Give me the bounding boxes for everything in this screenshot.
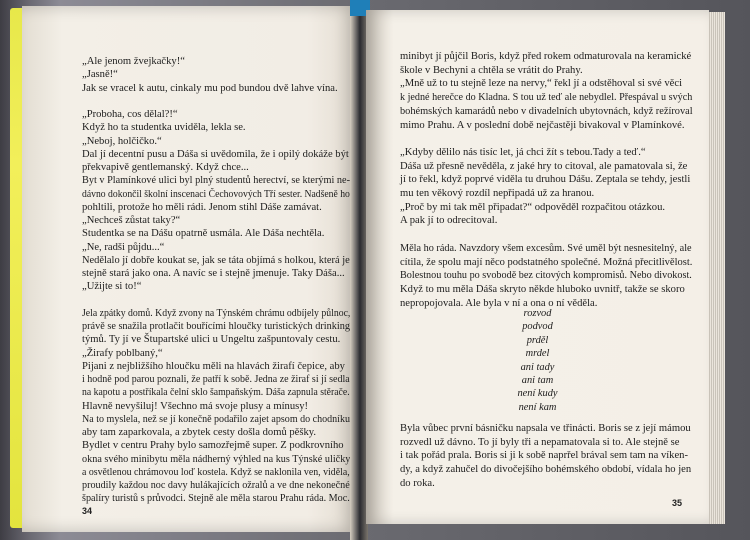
- text-line: „Proč by mi tak měl připadat?“ odpověděl rozpačitou otázkou.: [400, 201, 666, 213]
- text-line: proudily každou noc davy hulákajících ožralů a ve dne nekonečné: [82, 480, 350, 491]
- text-line: do roka.: [400, 477, 435, 489]
- text-line: Studentka se na Dášu opatrně usmála. Ale Dáša nechtěla.: [82, 228, 325, 240]
- text-line: Když ho ta studentka uviděla, lekla se.: [82, 122, 246, 134]
- text-line: mu ten věkový rozdíl nepřipadá už za hranou.: [400, 188, 595, 199]
- text-line: „Proboha, cos dělal?!“: [82, 109, 178, 120]
- text-line: Nedělalo jí dobře koukat se, jak se táta objímá s holkou, která je: [82, 254, 350, 266]
- text-line: pohltili, protože ho měli rádi. Jenom stihl Dáše zamávat.: [82, 201, 322, 213]
- text-line: „Mně už to tu stejně leze na nervy,“ řekl jí a odstěhoval si své věci: [400, 78, 683, 90]
- text-line: překvapivě gentlemanský. Když chce...: [82, 162, 249, 173]
- right-page: [366, 10, 709, 524]
- text-line: Jela zpátky domů. Když zvony na Týnském chrámu odbíjely půlnoc,: [82, 307, 351, 319]
- text-line: Dal jí decentní pusu a Dáša si uvědomila, že i opilý dokáže být: [82, 148, 349, 160]
- text-line: špalíry turistů s průvodci. Stejně ale měla starou Prahu ráda. Moc.: [82, 493, 350, 505]
- text-line: Když to mu měla Dáša skryto někde hluboko uvnitř, takže se skoro: [400, 283, 685, 295]
- text-line: „Nechceš zůstat taky?“: [82, 215, 181, 226]
- text-line: „Kdyby dělilo nás tisíc let, já chci žít s tebou.Tady a teď.“: [400, 146, 646, 158]
- poem-line: není kudy: [517, 388, 558, 400]
- text-line: právě se snažila protlačit bouřícími hloučky turistických drinking: [82, 321, 350, 332]
- poem-line: není kam: [518, 401, 557, 413]
- text-line: okna svého minibytu měla nádherný výhled na kus Týnské uličky: [82, 453, 351, 465]
- page-number-right: 35: [672, 498, 683, 508]
- text-line: „Žirafy poblbaný,“: [82, 347, 163, 359]
- text-line: Byt v Plamínkové ulici byl plný studentů herectví, se kterými ne-: [82, 175, 351, 187]
- poem-line: ani tam: [521, 375, 554, 386]
- text-line: a osvětlenou chrámovou loď kostela. Když se naklonila ven, viděla,: [82, 466, 350, 478]
- text-line: „Jasně!“: [82, 69, 118, 81]
- text-line: Bolestnou touhu po svobodě bez citových kompromisů. Nebo divokost.: [400, 270, 692, 282]
- text-line: škole v Bechyni a chtěla se vrátit do Prahy.: [400, 64, 583, 76]
- text-line: dy, a když zahučel do divočejšího bohémského období, vídala ho jen: [400, 464, 692, 476]
- text-line: nepropojovala. Ale byla v ní a ona o ní věděla.: [400, 297, 598, 309]
- text-line: rozvedl už dávno. To jí byly tři a nepamatovala si to. Ale stejně se: [400, 436, 680, 448]
- poem-line: ani tady: [520, 361, 555, 373]
- page-number-left: 34: [82, 506, 93, 516]
- text-line: na kapotu a postříkala čelní sklo šampaňským. Dáša zapnula stěrače.: [82, 387, 350, 399]
- text-line: k jedné herečce do Kladna. S tou už teď ale nebydlel. Přespával u svých: [400, 92, 693, 104]
- text-line: „Ne, radši půjdu...“: [82, 241, 165, 253]
- text-line: „Užijte si to!“: [82, 281, 142, 293]
- text-line: Hlavně nevyšiluj! Všechno má svoje plusy a mínusy!: [82, 400, 309, 412]
- text-line: dávno dokončil školní inscenaci Čechovových Tří sester. Nadšeně ho: [82, 188, 350, 200]
- page-block-edge: [709, 12, 725, 524]
- text-line: jí to řekl, když poprvé viděla tu druhou Dášu. Zeptala se tehdy, jestli: [400, 174, 691, 186]
- text-line: týmů. Ty jí ve Štupartské ulici u Ungeltu zašpuntovaly cestu.: [82, 334, 341, 346]
- text-line: Na to myslela, než se jí konečně podařilo zajet apsom do chodníku: [82, 413, 351, 425]
- text-line: cítila, že spolu mají něco podstatného společné. Možná přecitlivělost.: [400, 256, 693, 268]
- text-line: mimo Prahu. A v poslední době nejčastěji bivakoval v Plamínkové.: [400, 119, 685, 131]
- poem-line: mrdel: [525, 348, 550, 360]
- text-line: i tak pořád prala. Boris si ji k sobě naprřel brával sem tam na víken-: [400, 450, 689, 462]
- poem-line: prděl: [526, 334, 549, 346]
- text-line: minibyt jí půjčil Boris, když před rokem odmaturovala na keramické: [400, 51, 692, 62]
- text-line: i hodně pod parou poznali, že patří k sobě. Jedna ze žiraf si jí sedla: [82, 374, 350, 385]
- text-line: aby tam zaparkovala, a zbytek cesty došla domů pěšky.: [82, 427, 317, 438]
- text-line: „Neboj, holčičko.“: [82, 135, 162, 147]
- text-line: Byla vůbec první básničku napsala ve třinácti. Boris se z její mámou: [400, 423, 691, 434]
- text-line: Jak se vracel k autu, cinkaly mu pod bundou dvě lahve vína.: [82, 82, 338, 94]
- text-line: Pijani z nejbližšího hloučku měli na hlavách žirafí čepice, aby: [82, 360, 345, 372]
- poem-line: podvod: [522, 321, 553, 333]
- text-line: „Ale jenom žvejkačky!“: [82, 56, 185, 67]
- poem-line: rozvod: [523, 308, 552, 319]
- text-line: stejně stará jako ona. A navíc se i stejně jmenuje. Taky Dáša...: [82, 268, 345, 279]
- text-line: Měla ho ráda. Navzdory všem excesům. Své uměl být nesnesitelný, ale: [400, 242, 692, 254]
- text-line: bohémských kamarádů nebo v divadelních ubytovnách, když režíroval: [400, 105, 693, 117]
- text-line: Dáša už přesně nevěděla, z jaké hry to citoval, ale pamatovala si, že: [400, 160, 688, 172]
- text-line: Bydlet v centru Prahy bylo samozřejmě super. Z podkrovního: [82, 440, 344, 452]
- text-line: A pak jí to odrecitoval.: [400, 215, 498, 227]
- left-page: [22, 6, 358, 532]
